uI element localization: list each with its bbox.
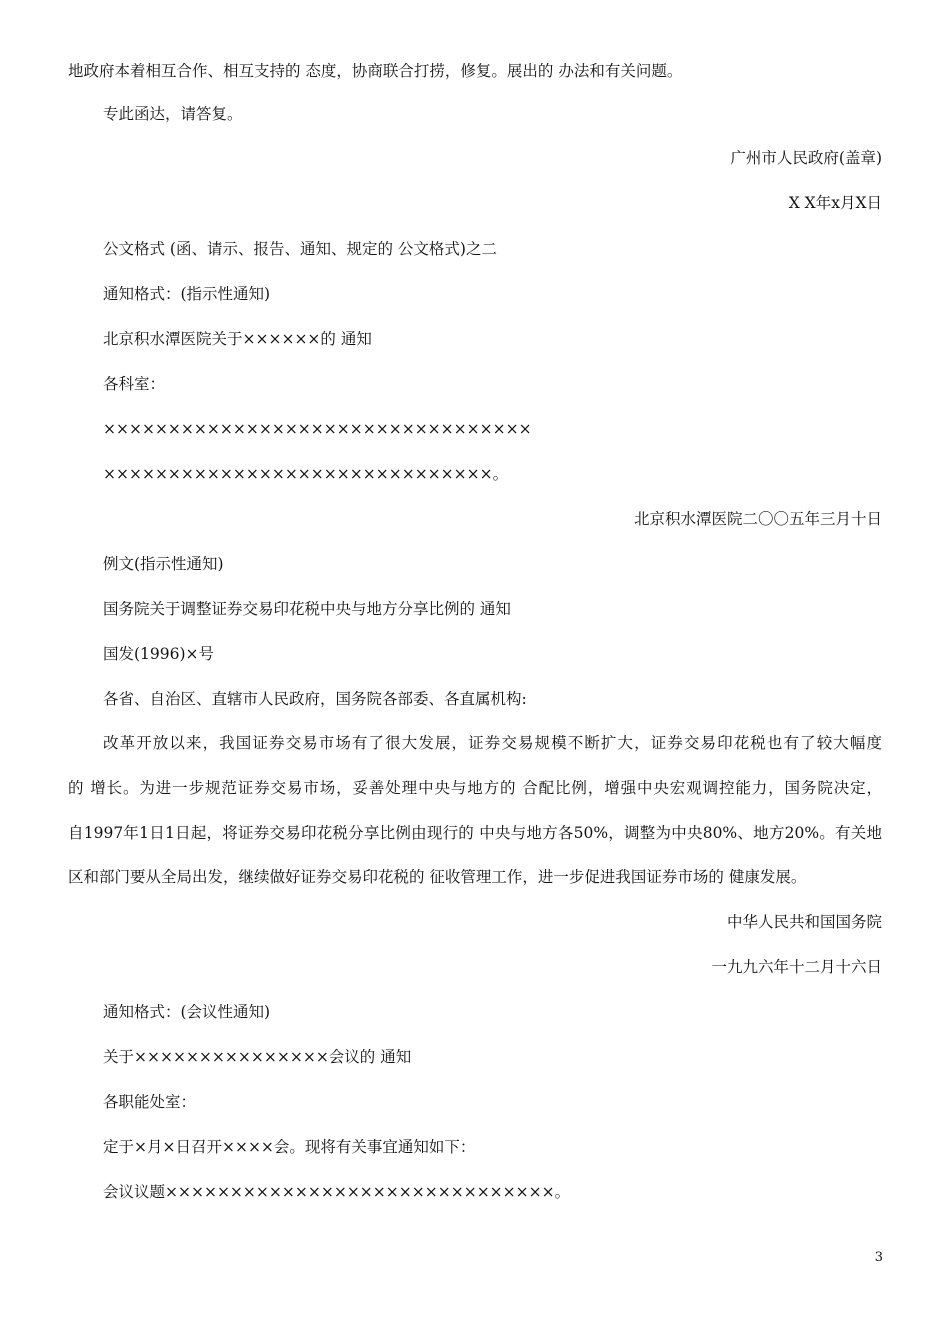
body-line: 会议议题××××××××××××××××××××××××××××××。 [103,1183,571,1201]
addressee: 各省、自治区、直辖市人民政府，国务院各部委、各直属机构: [103,690,527,708]
notice-title: 北京积水潭医院关于××××××的 通知 [103,330,372,348]
closing-phrase: 专此函达，请答复。 [103,105,243,123]
placeholder-line: ××××××××××××××××××××××××××××××××× [103,420,532,438]
body-line: 定于×月×日召开××××会。现将有关事宜通知如下： [103,1138,476,1156]
placeholder-line: ××××××××××××××××××××××××××××××。 [103,465,509,483]
notice-title: 国务院关于调整证券交易印花税中央与地方分享比例的 通知 [103,600,511,618]
signature-date: 一九九六年十二月十六日 [711,958,882,976]
body-line: 自1997年1日1日起，将证券交易印花税分享比例由现行的 中央与地方各50%，调整为中央80%、地方20%。有关地 [68,824,882,842]
body-line: 区和部门要从全局出发，继续做好证券交易印花税的 征收管理工作，进一步促进我国证券市场的 健康发展。 [68,868,807,886]
signature-org: 广州市人民政府(盖章) [730,149,882,167]
addressee: 各科室： [103,375,166,393]
signature-org-date: 北京积水潭医院二〇〇五年三月十日 [633,510,882,528]
text-line: 地政府本着相互合作、相互支持的 态度，协商联合打捞，修复。展出的 办法和有关问题。 [68,62,683,80]
example-label: 例文(指示性通知) [103,555,224,573]
document-number: 国发(1996)×号 [103,645,215,663]
format-label: 通知格式：(会议性通知) [103,1003,271,1021]
body-line: 改革开放以来，我国证券交易市场有了很大发展，证券交易规模不断扩大，证券交易印花税也有了较大幅度 [103,734,882,752]
notice-title: 关于×××××××××××××××会议的 通知 [103,1048,412,1066]
signature-date: X X年x月X日 [788,194,882,212]
addressee: 各职能处室： [103,1093,197,1111]
section-heading: 公文格式 (函、请示、报告、通知、规定的 公文格式)之二 [103,240,497,258]
signature-org: 中华人民共和国国务院 [726,913,882,931]
format-label: 通知格式：(指示性通知) [103,285,271,303]
page-number: 3 [874,1250,883,1265]
body-line: 的 增长。为进一步规范证券交易市场，妥善处理中央与地方的 合配比例，增强中央宏观调控能力，国务院决定， [68,779,882,797]
